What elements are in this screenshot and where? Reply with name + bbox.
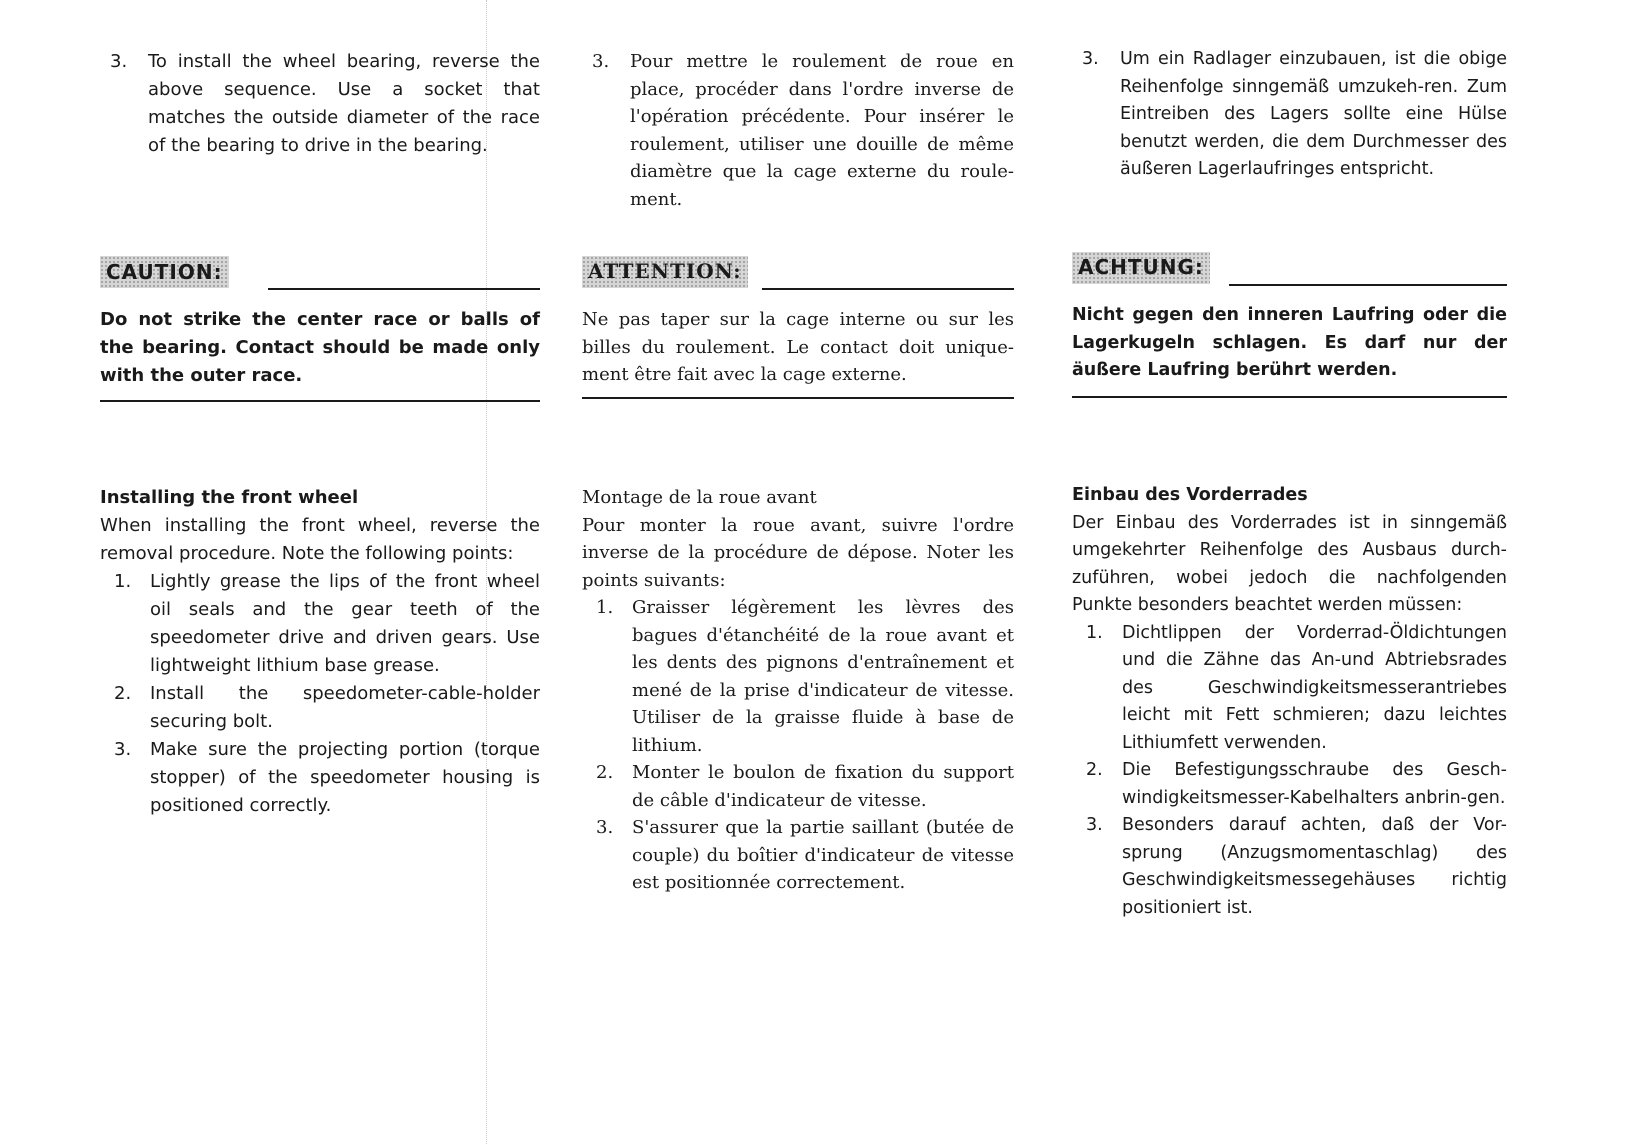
german-install-section [1072, 482, 1507, 922]
attention-label: ATTENTION: [582, 256, 748, 288]
item-number: 2. [596, 762, 614, 783]
item-number: 1. [1086, 622, 1103, 643]
step-number: 3. [592, 51, 610, 72]
achtung-label: ACHTUNG: [1072, 252, 1210, 284]
item-text: Die Befestigungsschraube des Gesch-windigkeitsmesser-Kabelhalters anbrin-gen. [1122, 760, 1507, 808]
item-number: 3. [1086, 815, 1103, 835]
instruction-list [100, 568, 540, 820]
item-number: 3. [596, 817, 614, 838]
list-item [100, 736, 540, 820]
item-text: Make sure the projecting portion (torque stopper) of the speedometer housing is positioned correctly. [150, 739, 540, 816]
step-number: 3. [1082, 49, 1099, 69]
french-attention-text: Ne pas taper sur la cage interne ou sur les billes du roulement. Le contact doit unique-ment être fait avec la cage externe. [582, 309, 1014, 385]
step-text: To install the wheel bearing, reverse the above sequence. Use a socket that matches the outside diameter of the race of the bearing to drive in the bearing. [148, 51, 540, 156]
item-number: 2. [1086, 760, 1103, 780]
list-item [1072, 812, 1507, 922]
english-caution-text: Do not strike the center race or balls of the bearing. Contact should be made only with the outer race. [100, 309, 540, 386]
list-item [100, 568, 540, 680]
instruction-list [582, 594, 1014, 897]
item-number: 1. [114, 571, 132, 592]
achtung-rule [1229, 284, 1507, 286]
french-step-3 [582, 48, 1014, 213]
item-number: 2. [114, 683, 132, 704]
section-title: Installing the front wheel [100, 487, 359, 508]
section-intro: Pour monter la roue avant, suivre l'ordre inverse de la procédure de dépose. Noter les points suivants: [582, 514, 1014, 591]
achtung-bottom-rule [1072, 396, 1507, 398]
list-item [100, 680, 540, 736]
attention-bottom-rule [582, 397, 1014, 399]
instruction-list [1072, 620, 1507, 923]
item-text: Dichtlippen der Vorderrad-Öldichtungen und die Zähne das An-und Abtriebsrades des Geschwindigkeitsmesserantriebes leicht mit Fett schmieren; dazu leichtes Lithiumfett verwenden. [1122, 622, 1507, 753]
section-intro: When installing the front wheel, reverse the removal procedure. Note the following points: [100, 515, 540, 564]
attention-rule [762, 288, 1014, 290]
caution-rule [268, 288, 540, 290]
step-number: 3. [110, 51, 128, 72]
list-item [582, 814, 1014, 897]
caution-bottom-rule [100, 400, 540, 402]
item-text: Besonders darauf achten, daß der Vor-sprung (Anzugsmomentaschlag) des Geschwindigkeitsmessegehäuses richtig positioniert ist. [1122, 815, 1507, 918]
french-attention-header [582, 256, 1014, 296]
german-step-3 [1072, 46, 1507, 184]
english-install-section [100, 484, 540, 820]
german-achtung-header [1072, 252, 1507, 292]
item-text: Install the speedometer-cable-holder securing bolt. [150, 683, 540, 732]
step-text: Um ein Radlager einzubauen, ist die obige Reihenfolge sinngemäß umzukeh-ren. Zum Eintreiben des Lagers sollte eine Hülse benutzt werden, die dem Durchmesser des äußeren Lagerlaufringes entspricht. [1120, 49, 1507, 179]
item-text: S'assurer que la partie saillant (butée de couple) du boîtier d'indicateur de vitesse est positionnée correctement. [632, 817, 1014, 893]
french-install-section [582, 484, 1014, 897]
caution-label: CAUTION: [100, 256, 229, 288]
list-item [582, 594, 1014, 759]
item-text: Lightly grease the lips of the front wheel oil seals and the gear teeth of the speedometer drive and driven gears. Use lightweight lithium base grease. [150, 571, 540, 676]
german-achtung-text: Nicht gegen den inneren Laufring oder die Lagerkugeln schlagen. Es darf nur der äußere Laufring berührt werden. [1072, 305, 1507, 380]
english-step-3 [100, 48, 540, 160]
item-text: Monter le boulon de fixation du support de câble d'indicateur de vitesse. [632, 762, 1014, 811]
english-caution-header [100, 256, 540, 296]
item-number: 3. [114, 739, 132, 760]
item-number: 1. [596, 597, 614, 618]
section-title: Einbau des Vorderrades [1072, 485, 1308, 505]
section-intro: Der Einbau des Vorderrades ist in sinngemäß umgekehrter Reihenfolge des Ausbaus durch-zuführen, wobei jedoch die nachfolgenden Punkte besonders beachtet werden müssen: [1072, 512, 1507, 615]
list-item [1072, 620, 1507, 758]
list-item [1072, 757, 1507, 812]
step-text: Pour mettre le roulement de roue en place, procéder dans l'ordre inverse de l'opération précédente. Pour insérer le roulement, utiliser une douille de même diamètre que la cage externe du roule-ment. [630, 51, 1014, 210]
list-item [582, 759, 1014, 814]
section-title: Montage de la roue avant [582, 487, 817, 508]
item-text: Graisser légèrement les lèvres des bagues d'étanchéité de la roue avant et les dents des pignons d'entraînement et mené de la prise d'indicateur de vitesse. Utiliser de la graisse fluide à base de lithium. [632, 597, 1014, 756]
